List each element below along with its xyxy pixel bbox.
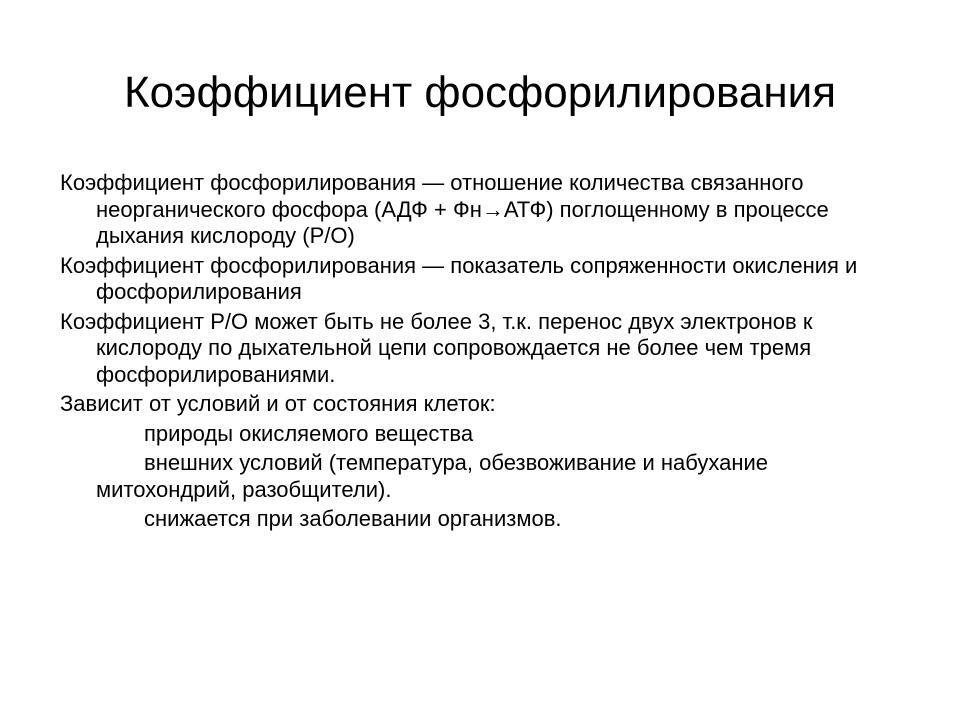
sub-item-substrate <box>60 421 910 448</box>
slide-body <box>60 170 910 536</box>
sub-item-conditions <box>60 450 910 503</box>
sub-item-label: снижается при заболевании организмов. <box>144 506 562 531</box>
paragraph-indicator: Коэффициент фосфорилирования — показатель сопряженности окисления и фосфорилирования <box>60 252 858 304</box>
paragraph-po-limit: Коэффициент Р/О может быть не более 3, т.к. перенос двух электронов к кислороду по дыхательной цепи сопровождается не более чем тремя фосфорилированиями. <box>60 308 813 387</box>
slide-title: Коэффициент фосфорилирования <box>123 68 837 117</box>
paragraph-definition: Коэффициент фосфорилирования — отношение количества связанного неорганического фосфора (АДФ + Фн→АТФ) поглощенному в процессе дыхания кислороду (Р/О) <box>60 170 829 248</box>
sub-item-label: внешних условий (температура, обезвоживание и набухание митохондрий, разобщители). <box>96 450 769 502</box>
sub-item-label: природы окисляемого вещества <box>144 420 474 446</box>
sub-item-disease <box>60 506 910 533</box>
paragraph-depends: Зависит от условий и от состояния клеток: <box>60 391 496 416</box>
